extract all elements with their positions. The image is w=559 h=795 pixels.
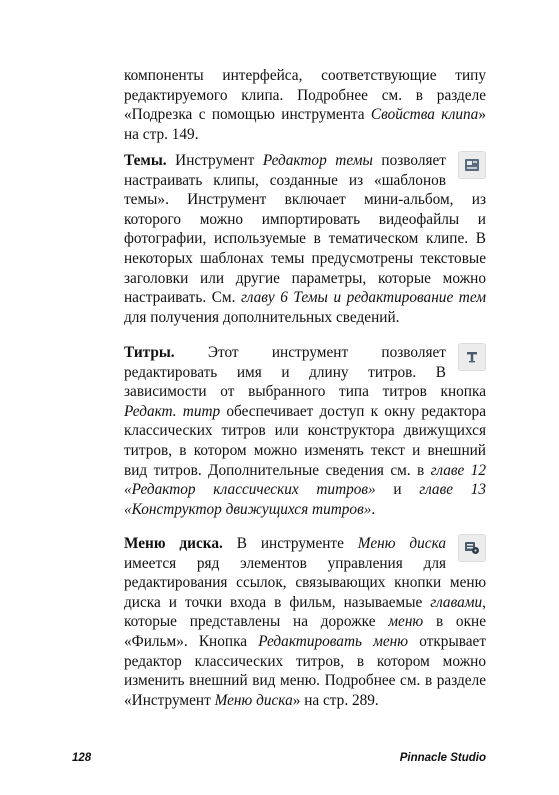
section-themes: Темы. Инструмент Редактор темы позволяет настраивать клипы, созданные из «шаблонов темы». Инструмент включает мини-альбом, из которого можно импортировать видеофайлы и фотографии, используемые в тематическом клипе. В некоторых шаблонах темы предусмотрены текстовые заголовки или другие параметры, которые можно настраивать. См. главу 6 Темы и редактирование тем для получения дополнительных сведений. bbox=[124, 152, 486, 326]
chapter-reference: главу 6 Темы и редактирование тем bbox=[240, 289, 486, 307]
intro-paragraph: компоненты интерфейса, соответствующие типу редактируемого клипа. Подробнее см. в разделе «Подрезка с помощью инструмента Свойства клипа» на стр. 149. bbox=[124, 67, 486, 143]
section-reference: Свойства клипа bbox=[370, 106, 479, 124]
theme-editor-icon bbox=[458, 151, 486, 179]
chapter-reference: главе 13 «Конструктор движущихся титров» bbox=[124, 481, 486, 518]
title-text-icon bbox=[458, 343, 486, 371]
section-reference: Меню диска bbox=[214, 691, 293, 709]
page-number: 128 bbox=[72, 752, 92, 764]
section-disc-menu: Меню диска. В инструменте Меню диска имеется ряд элементов управления для редактирования ссылок, связывающих кнопки меню диска и точки входа в фильм, называемые главами, которые представлены на дорожке меню в окне «Фильм». Кнопка Редактировать меню открывает редактор классических титров, в котором можно изменить внешний вид меню. Подробнее см. в разделе «Инструмент Меню диска» на стр. 289. bbox=[124, 535, 487, 709]
running-footer-product: Pinnacle Studio bbox=[399, 752, 486, 764]
section-title: Темы. bbox=[124, 152, 167, 169]
disc-menu-icon bbox=[458, 534, 486, 562]
section-title: Меню диска. bbox=[124, 535, 223, 552]
section-title: Титры. bbox=[124, 344, 175, 361]
section-titles: Титры. Этот инструмент позволяет редактировать имя и длину титров. В зависимости от выбранного типа титров кнопка Редакт. титр обеспечивает доступ к окну редактора классических титров или конструктора движущихся титров, в котором можно изменять текст и внешний вид титров. Дополнительные сведения см. в главе 12 «Редактор классических титров» и главе 13 «Конструктор движущихся титров». bbox=[124, 344, 487, 518]
chapter-reference: главе 12 «Редактор классических титров» bbox=[124, 461, 487, 499]
